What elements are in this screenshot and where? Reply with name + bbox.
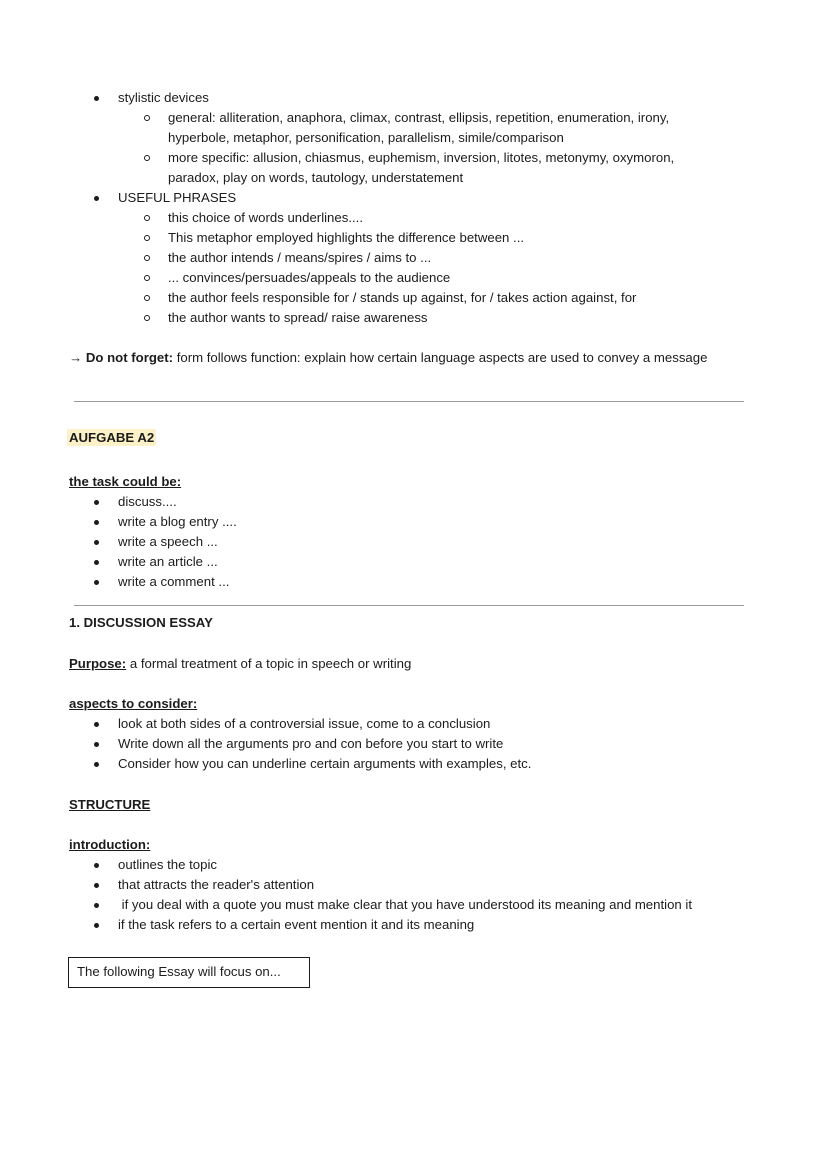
- bullet-dot: [94, 540, 99, 545]
- intro-item: if the task refers to a certain event mention it and its meaning: [118, 917, 475, 932]
- task-item: write a blog entry ....: [118, 514, 237, 529]
- bullet-dot: [94, 560, 99, 565]
- task-item: write a comment ...: [118, 574, 230, 589]
- aspect-item: Consider how you can underline certain arguments with examples, etc.: [118, 756, 532, 771]
- reminder-line: [69, 348, 707, 368]
- general-devices-line-1: general: alliteration, anaphora, climax, contrast, ellipsis, repetition, enumeration, irony,: [168, 110, 670, 125]
- phrase-item: this choice of words underlines....: [168, 210, 363, 225]
- task-item: write a speech ...: [118, 534, 218, 549]
- bullet-circle: [144, 215, 150, 221]
- bullet-circle: [144, 235, 150, 241]
- divider: [74, 605, 744, 606]
- bullet-dot: [94, 500, 99, 505]
- aspect-item: Write down all the arguments pro and con before you start to write: [118, 736, 504, 751]
- aspects-label: aspects to consider:: [69, 696, 198, 711]
- specific-devices-line-1: more specific: allusion, chiasmus, euphemism, inversion, litotes, metonymy, oxymoron,: [168, 150, 675, 165]
- aufgabe-a2-heading: AUFGABE A2: [69, 430, 155, 445]
- bullet-dot: [94, 96, 99, 101]
- phrase-item: the author wants to spread/ raise awareness: [168, 310, 428, 325]
- purpose-line: [69, 654, 411, 674]
- bullet-dot: [94, 722, 99, 727]
- phrase-item: the author feels responsible for / stands up against, for / takes action against, for: [168, 290, 637, 305]
- bullet-dot: [94, 883, 99, 888]
- bullet-dot: [94, 863, 99, 868]
- phrase-item: the author intends / means/spires / aims to ...: [168, 250, 432, 265]
- general-devices-line-2: hyperbole, metaphor, personification, parallelism, simile/comparison: [168, 130, 564, 145]
- bullet-dot: [94, 196, 99, 201]
- arrow-icon: →: [69, 350, 83, 365]
- phrase-item: ... convinces/persuades/appeals to the audience: [168, 270, 451, 285]
- task-item: discuss....: [118, 494, 177, 509]
- bullet-dot: [94, 923, 99, 928]
- bullet-circle: [144, 295, 150, 301]
- task-item: write an article ...: [118, 554, 218, 569]
- bullet-dot: [94, 903, 99, 908]
- intro-item: outlines the topic: [118, 857, 217, 872]
- intro-item: that attracts the reader's attention: [118, 877, 315, 892]
- task-label: the task could be:: [69, 474, 182, 489]
- bullet-circle: [144, 255, 150, 261]
- bullet-dot: [94, 762, 99, 767]
- stylistic-devices-label: stylistic devices: [118, 90, 209, 105]
- divider: [74, 401, 744, 402]
- bullet-dot: [94, 580, 99, 585]
- reminder-bold: Do not forget:: [85, 350, 174, 365]
- sample-sentence-text: The following Essay will focus on...: [77, 964, 281, 979]
- aspect-item: look at both sides of a controversial issue, come to a conclusion: [118, 716, 491, 731]
- bullet-circle: [144, 315, 150, 321]
- useful-phrases-label: USEFUL PHRASES: [118, 190, 237, 205]
- bullet-circle: [144, 115, 150, 121]
- section-heading-a2: [67, 428, 156, 448]
- discussion-essay-heading: 1. DISCUSSION ESSAY: [69, 615, 213, 630]
- purpose-text: a formal treatment of a topic in speech or writing: [129, 656, 412, 671]
- specific-devices-line-2: paradox, play on words, tautology, understatement: [168, 170, 464, 185]
- phrase-item: This metaphor employed highlights the difference between ...: [168, 230, 525, 245]
- structure-label: STRUCTURE: [69, 797, 151, 812]
- bullet-circle: [144, 275, 150, 281]
- reminder-text: form follows function: explain how certain language aspects are used to convey a message: [176, 350, 708, 365]
- intro-item: if you deal with a quote you must make clear that you have understood its meaning and mention it: [118, 897, 692, 912]
- purpose-label: Purpose:: [69, 656, 127, 671]
- introduction-label: introduction:: [69, 837, 151, 852]
- bullet-dot: [94, 742, 99, 747]
- bullet-dot: [94, 520, 99, 525]
- sample-sentence-box: [68, 957, 310, 988]
- bullet-circle: [144, 155, 150, 161]
